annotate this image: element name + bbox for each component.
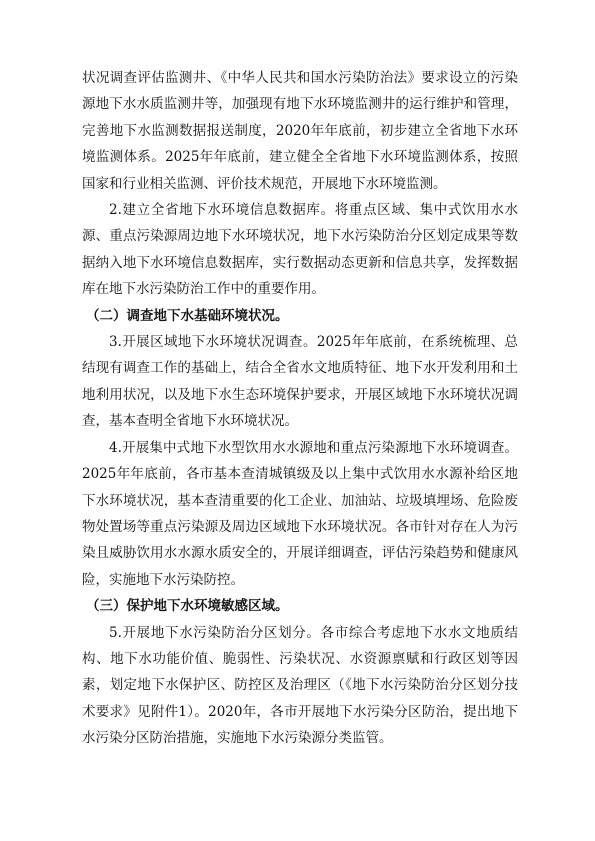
paragraph-monitoring-system: 状况调查评估监测井、《中华人民共和国水污染防治法》要求设立的污染源地下水水质监测井等，加强现有地下水环境监测井的运行维护和管理，完善地下水监测数据报送制度，2020年年底前，初步建立全省地下水环境监测体系。2025年年底前，建立健全全省地下水环境监测体系，按照国家和行业相关监测、评价技术规范，开展地下水环境监测。 (82, 70, 518, 192)
document-page (82, 65, 518, 752)
paragraph-source-survey: 4.开展集中式地下水型饮用水水源地和重点污染源地下水环境调查。2025年年底前，各市基本查清城镇级及以上集中式饮用水水源补给区地下水环境状况，基本查清重要的化工企业、加油站、垃圾填埋场、危险废物处置场等重点污染源及周边区域地下水环境状况。各市针对存在人为污染且威胁饮用水水源水质安全的，开展详细调查，评估污染趋势和健康风险，实施地下水污染防控。 (82, 439, 518, 588)
paragraph-regional-survey: 3.开展区域地下水环境状况调查。2025年年底前，在系统梳理、总结现有调查工作的基础上，结合全省水文地质特征、地下水开发利用和土地利用状况，以及地下水生态环境保护要求，开展区域地下水环境状况调查，基本查明全省地下水环境状况。 (82, 334, 518, 430)
section-heading-survey: （二）调查地下水基础环境状况。 (86, 307, 289, 324)
paragraph-zoning: 5.开展地下水污染防治分区划分。各市综合考虑地下水水文地质结构、地下水功能价值、脆弱性、污染状况、水资源禀赋和行政区划等因素，划定地下水保护区、防控区及治理区（《地下水污染防治分区划分技术要求》见附件1）。2020年，各市开展地下水污染分区防治，提出地下水污染分区防治措施，实施地下水污染源分类监管。 (82, 624, 518, 747)
section-heading-protection: （三）保护地下水环境敏感区域。 (86, 598, 289, 615)
paragraph-database: 2.建立全省地下水环境信息数据库。将重点区域、集中式饮用水水源、重点污染源周边地下水环境状况，地下水污染防治分区划定成果等数据纳入地下水环境信息数据库，实行数据动态更新和信息共享，发挥数据库在地下水污染防治工作中的重要作用。 (82, 202, 518, 298)
